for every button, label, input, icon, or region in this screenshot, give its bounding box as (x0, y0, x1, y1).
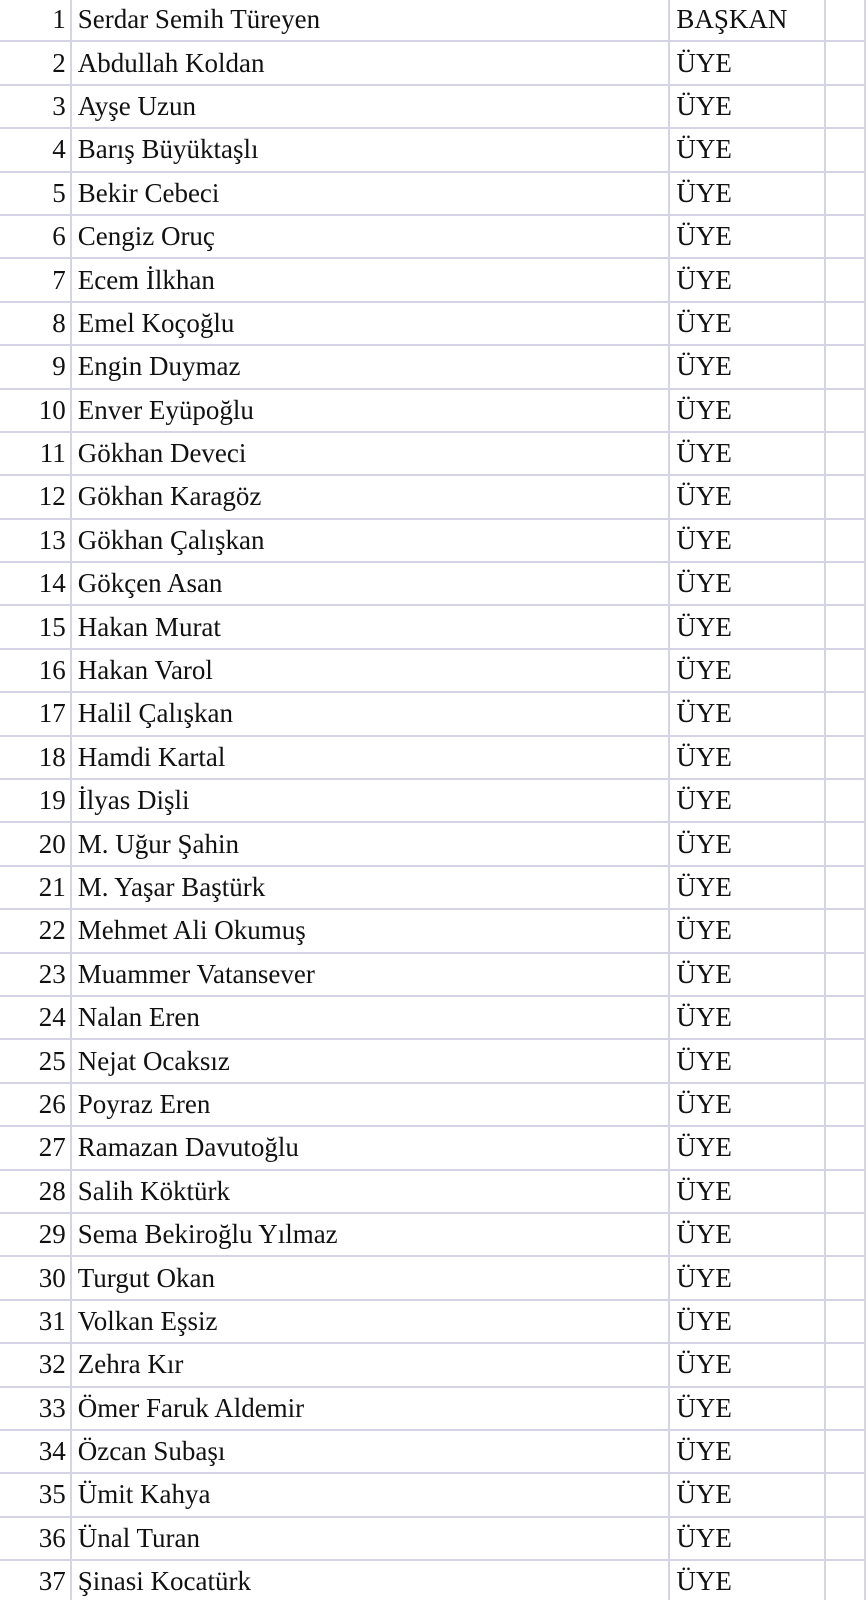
member-role-cell[interactable]: ÜYE (669, 302, 825, 345)
member-name-cell[interactable]: Halil Çalışkan (71, 692, 670, 735)
member-role-cell[interactable]: ÜYE (669, 128, 825, 171)
row-number-cell[interactable]: 26 (0, 1083, 71, 1126)
member-name-cell[interactable]: Muammer Vatansever (71, 953, 670, 996)
empty-cell[interactable] (825, 1083, 865, 1126)
member-name-cell[interactable]: Mehmet Ali Okumuş (71, 909, 670, 952)
empty-cell[interactable] (825, 1213, 865, 1256)
empty-cell[interactable] (825, 779, 865, 822)
table-row (0, 1213, 865, 1256)
row-number-cell[interactable]: 4 (0, 128, 71, 171)
table-row (0, 1473, 865, 1516)
empty-cell[interactable] (825, 302, 865, 345)
member-name-cell[interactable]: Bekir Cebeci (71, 172, 670, 215)
row-number-cell[interactable]: 18 (0, 736, 71, 779)
row-number-cell[interactable]: 20 (0, 822, 71, 865)
member-name-cell[interactable]: Nalan Eren (71, 996, 670, 1039)
member-role-cell[interactable]: ÜYE (669, 562, 825, 605)
empty-cell[interactable] (825, 432, 865, 475)
row-number-cell[interactable]: 7 (0, 258, 71, 301)
row-number-cell[interactable]: 3 (0, 85, 71, 128)
member-role-cell[interactable]: ÜYE (669, 779, 825, 822)
table-row (0, 736, 865, 779)
table-row (0, 258, 865, 301)
member-role-cell[interactable]: ÜYE (669, 389, 825, 432)
member-role-cell[interactable]: ÜYE (669, 1039, 825, 1082)
table-row (0, 128, 865, 171)
member-name-cell[interactable]: Engin Duymaz (71, 345, 670, 388)
member-name-cell[interactable]: Gökhan Deveci (71, 432, 670, 475)
empty-cell[interactable] (825, 866, 865, 909)
member-role-cell[interactable]: ÜYE (669, 1473, 825, 1516)
member-name-cell[interactable]: Abdullah Koldan (71, 41, 670, 84)
table-row (0, 1126, 865, 1169)
member-role-cell[interactable]: ÜYE (669, 1126, 825, 1169)
empty-cell[interactable] (825, 475, 865, 518)
row-number-cell[interactable]: 6 (0, 215, 71, 258)
table-row (0, 302, 865, 345)
empty-cell[interactable] (825, 85, 865, 128)
empty-cell[interactable] (825, 0, 865, 41)
member-name-cell[interactable]: Poyraz Eren (71, 1083, 670, 1126)
table-row (0, 215, 865, 258)
member-name-cell[interactable]: Enver Eyüpoğlu (71, 389, 670, 432)
empty-cell[interactable] (825, 736, 865, 779)
empty-cell[interactable] (825, 345, 865, 388)
table-row (0, 1170, 865, 1213)
member-role-cell[interactable]: ÜYE (669, 258, 825, 301)
empty-cell[interactable] (825, 1473, 865, 1516)
member-role-cell[interactable]: ÜYE (669, 475, 825, 518)
member-role-cell[interactable]: ÜYE (669, 605, 825, 648)
member-role-cell[interactable]: ÜYE (669, 1343, 825, 1386)
member-name-cell[interactable]: Hakan Varol (71, 649, 670, 692)
row-number-cell[interactable]: 36 (0, 1517, 71, 1560)
member-role-cell[interactable]: ÜYE (669, 1430, 825, 1473)
row-number-cell[interactable]: 11 (0, 432, 71, 475)
empty-cell[interactable] (825, 649, 865, 692)
row-number-cell[interactable]: 13 (0, 519, 71, 562)
member-name-cell[interactable]: Sema Bekiroğlu Yılmaz (71, 1213, 670, 1256)
row-number-cell[interactable]: 35 (0, 1473, 71, 1516)
empty-cell[interactable] (825, 953, 865, 996)
member-role-cell[interactable]: ÜYE (669, 41, 825, 84)
table-row (0, 996, 865, 1039)
row-number-cell[interactable]: 27 (0, 1126, 71, 1169)
row-number-cell[interactable]: 10 (0, 389, 71, 432)
member-role-cell[interactable]: ÜYE (669, 1387, 825, 1430)
empty-cell[interactable] (825, 1126, 865, 1169)
table-row (0, 562, 865, 605)
member-name-cell[interactable]: Ecem İlkhan (71, 258, 670, 301)
row-number-cell[interactable]: 9 (0, 345, 71, 388)
empty-cell[interactable] (825, 172, 865, 215)
member-name-cell[interactable]: Ramazan Davutoğlu (71, 1126, 670, 1169)
empty-cell[interactable] (825, 1560, 865, 1600)
member-name-cell[interactable]: Hamdi Kartal (71, 736, 670, 779)
member-role-cell[interactable]: ÜYE (669, 1560, 825, 1600)
member-role-cell[interactable]: ÜYE (669, 1083, 825, 1126)
member-name-cell[interactable]: Gökhan Çalışkan (71, 519, 670, 562)
member-name-cell[interactable]: Gökçen Asan (71, 562, 670, 605)
table-row (0, 866, 865, 909)
table-row (0, 0, 865, 41)
row-number-cell[interactable]: 19 (0, 779, 71, 822)
empty-cell[interactable] (825, 605, 865, 648)
table-row (0, 172, 865, 215)
row-number-cell[interactable]: 2 (0, 41, 71, 84)
table-row (0, 475, 865, 518)
member-role-cell[interactable]: ÜYE (669, 822, 825, 865)
empty-cell[interactable] (825, 1517, 865, 1560)
row-number-cell[interactable]: 31 (0, 1300, 71, 1343)
row-number-cell[interactable]: 23 (0, 953, 71, 996)
empty-cell[interactable] (825, 519, 865, 562)
table-row (0, 605, 865, 648)
empty-cell[interactable] (825, 1039, 865, 1082)
row-number-cell[interactable]: 12 (0, 475, 71, 518)
row-number-cell[interactable]: 37 (0, 1560, 71, 1600)
row-number-cell[interactable]: 21 (0, 866, 71, 909)
member-role-cell[interactable]: ÜYE (669, 215, 825, 258)
member-name-cell[interactable]: Nejat Ocaksız (71, 1039, 670, 1082)
empty-cell[interactable] (825, 128, 865, 171)
row-number-cell[interactable]: 25 (0, 1039, 71, 1082)
table-row (0, 692, 865, 735)
table-row (0, 519, 865, 562)
member-name-cell[interactable]: Salih Köktürk (71, 1170, 670, 1213)
member-role-cell[interactable]: ÜYE (669, 432, 825, 475)
row-number-cell[interactable]: 34 (0, 1430, 71, 1473)
table-row (0, 822, 865, 865)
member-name-cell[interactable]: Barış Büyüktaşlı (71, 128, 670, 171)
empty-cell[interactable] (825, 996, 865, 1039)
member-role-cell[interactable]: ÜYE (669, 519, 825, 562)
table-row (0, 345, 865, 388)
table-row (0, 1560, 865, 1600)
table-row (0, 1387, 865, 1430)
row-number-cell[interactable]: 8 (0, 302, 71, 345)
row-number-cell[interactable]: 29 (0, 1213, 71, 1256)
row-number-cell[interactable]: 22 (0, 909, 71, 952)
member-role-cell[interactable]: ÜYE (669, 1517, 825, 1560)
member-role-cell[interactable]: ÜYE (669, 996, 825, 1039)
table-row (0, 1430, 865, 1473)
row-number-cell[interactable]: 15 (0, 605, 71, 648)
member-name-cell[interactable]: Şinasi Kocatürk (71, 1560, 670, 1600)
row-number-cell[interactable]: 16 (0, 649, 71, 692)
member-role-cell[interactable]: ÜYE (669, 953, 825, 996)
empty-cell[interactable] (825, 389, 865, 432)
row-number-cell[interactable]: 24 (0, 996, 71, 1039)
member-role-cell[interactable]: ÜYE (669, 1300, 825, 1343)
empty-cell[interactable] (825, 909, 865, 952)
member-role-cell[interactable]: ÜYE (669, 1213, 825, 1256)
row-number-cell[interactable]: 28 (0, 1170, 71, 1213)
member-role-cell[interactable]: ÜYE (669, 692, 825, 735)
table-row (0, 1256, 865, 1299)
table-row (0, 1517, 865, 1560)
member-name-cell[interactable]: Turgut Okan (71, 1256, 670, 1299)
empty-cell[interactable] (825, 1343, 865, 1386)
member-name-cell[interactable]: İlyas Dişli (71, 779, 670, 822)
empty-cell[interactable] (825, 1300, 865, 1343)
empty-cell[interactable] (825, 215, 865, 258)
member-name-cell[interactable]: Ömer Faruk Aldemir (71, 1387, 670, 1430)
row-number-cell[interactable]: 5 (0, 172, 71, 215)
table-row (0, 1343, 865, 1386)
table-row (0, 1300, 865, 1343)
member-role-cell[interactable]: ÜYE (669, 85, 825, 128)
empty-cell[interactable] (825, 1387, 865, 1430)
member-name-cell[interactable]: Özcan Subaşı (71, 1430, 670, 1473)
row-number-cell[interactable]: 14 (0, 562, 71, 605)
member-name-cell[interactable]: Zehra Kır (71, 1343, 670, 1386)
member-role-cell[interactable]: BAŞKAN (669, 0, 825, 41)
member-name-cell[interactable]: Ünal Turan (71, 1517, 670, 1560)
member-name-cell[interactable]: M. Uğur Şahin (71, 822, 670, 865)
row-number-cell[interactable]: 30 (0, 1256, 71, 1299)
member-role-cell[interactable]: ÜYE (669, 736, 825, 779)
table-row (0, 1039, 865, 1082)
row-number-cell[interactable]: 32 (0, 1343, 71, 1386)
empty-cell[interactable] (825, 41, 865, 84)
member-role-cell[interactable]: ÜYE (669, 172, 825, 215)
empty-cell[interactable] (825, 1430, 865, 1473)
table-row (0, 389, 865, 432)
member-role-cell[interactable]: ÜYE (669, 866, 825, 909)
member-name-cell[interactable]: M. Yaşar Baştürk (71, 866, 670, 909)
table-row (0, 953, 865, 996)
member-name-cell[interactable]: Ümit Kahya (71, 1473, 670, 1516)
row-number-cell[interactable]: 33 (0, 1387, 71, 1430)
empty-cell[interactable] (825, 692, 865, 735)
member-name-cell[interactable]: Cengiz Oruç (71, 215, 670, 258)
empty-cell[interactable] (825, 1170, 865, 1213)
member-role-cell[interactable]: ÜYE (669, 1256, 825, 1299)
empty-cell[interactable] (825, 1256, 865, 1299)
member-name-cell[interactable]: Emel Koçoğlu (71, 302, 670, 345)
table-row (0, 432, 865, 475)
table-row (0, 909, 865, 952)
member-name-cell[interactable]: Ayşe Uzun (71, 85, 670, 128)
member-role-cell[interactable]: ÜYE (669, 345, 825, 388)
member-name-cell[interactable]: Volkan Eşsiz (71, 1300, 670, 1343)
member-role-cell[interactable]: ÜYE (669, 909, 825, 952)
table-row (0, 1083, 865, 1126)
empty-cell[interactable] (825, 562, 865, 605)
empty-cell[interactable] (825, 258, 865, 301)
table-row (0, 779, 865, 822)
table-row (0, 85, 865, 128)
member-name-cell[interactable]: Serdar Semih Türeyen (71, 0, 670, 41)
member-role-cell[interactable]: ÜYE (669, 1170, 825, 1213)
table-row (0, 41, 865, 84)
member-name-cell[interactable]: Hakan Murat (71, 605, 670, 648)
row-number-cell[interactable]: 17 (0, 692, 71, 735)
table-row (0, 649, 865, 692)
member-name-cell[interactable]: Gökhan Karagöz (71, 475, 670, 518)
member-role-cell[interactable]: ÜYE (669, 649, 825, 692)
row-number-cell[interactable]: 1 (0, 0, 71, 41)
empty-cell[interactable] (825, 822, 865, 865)
